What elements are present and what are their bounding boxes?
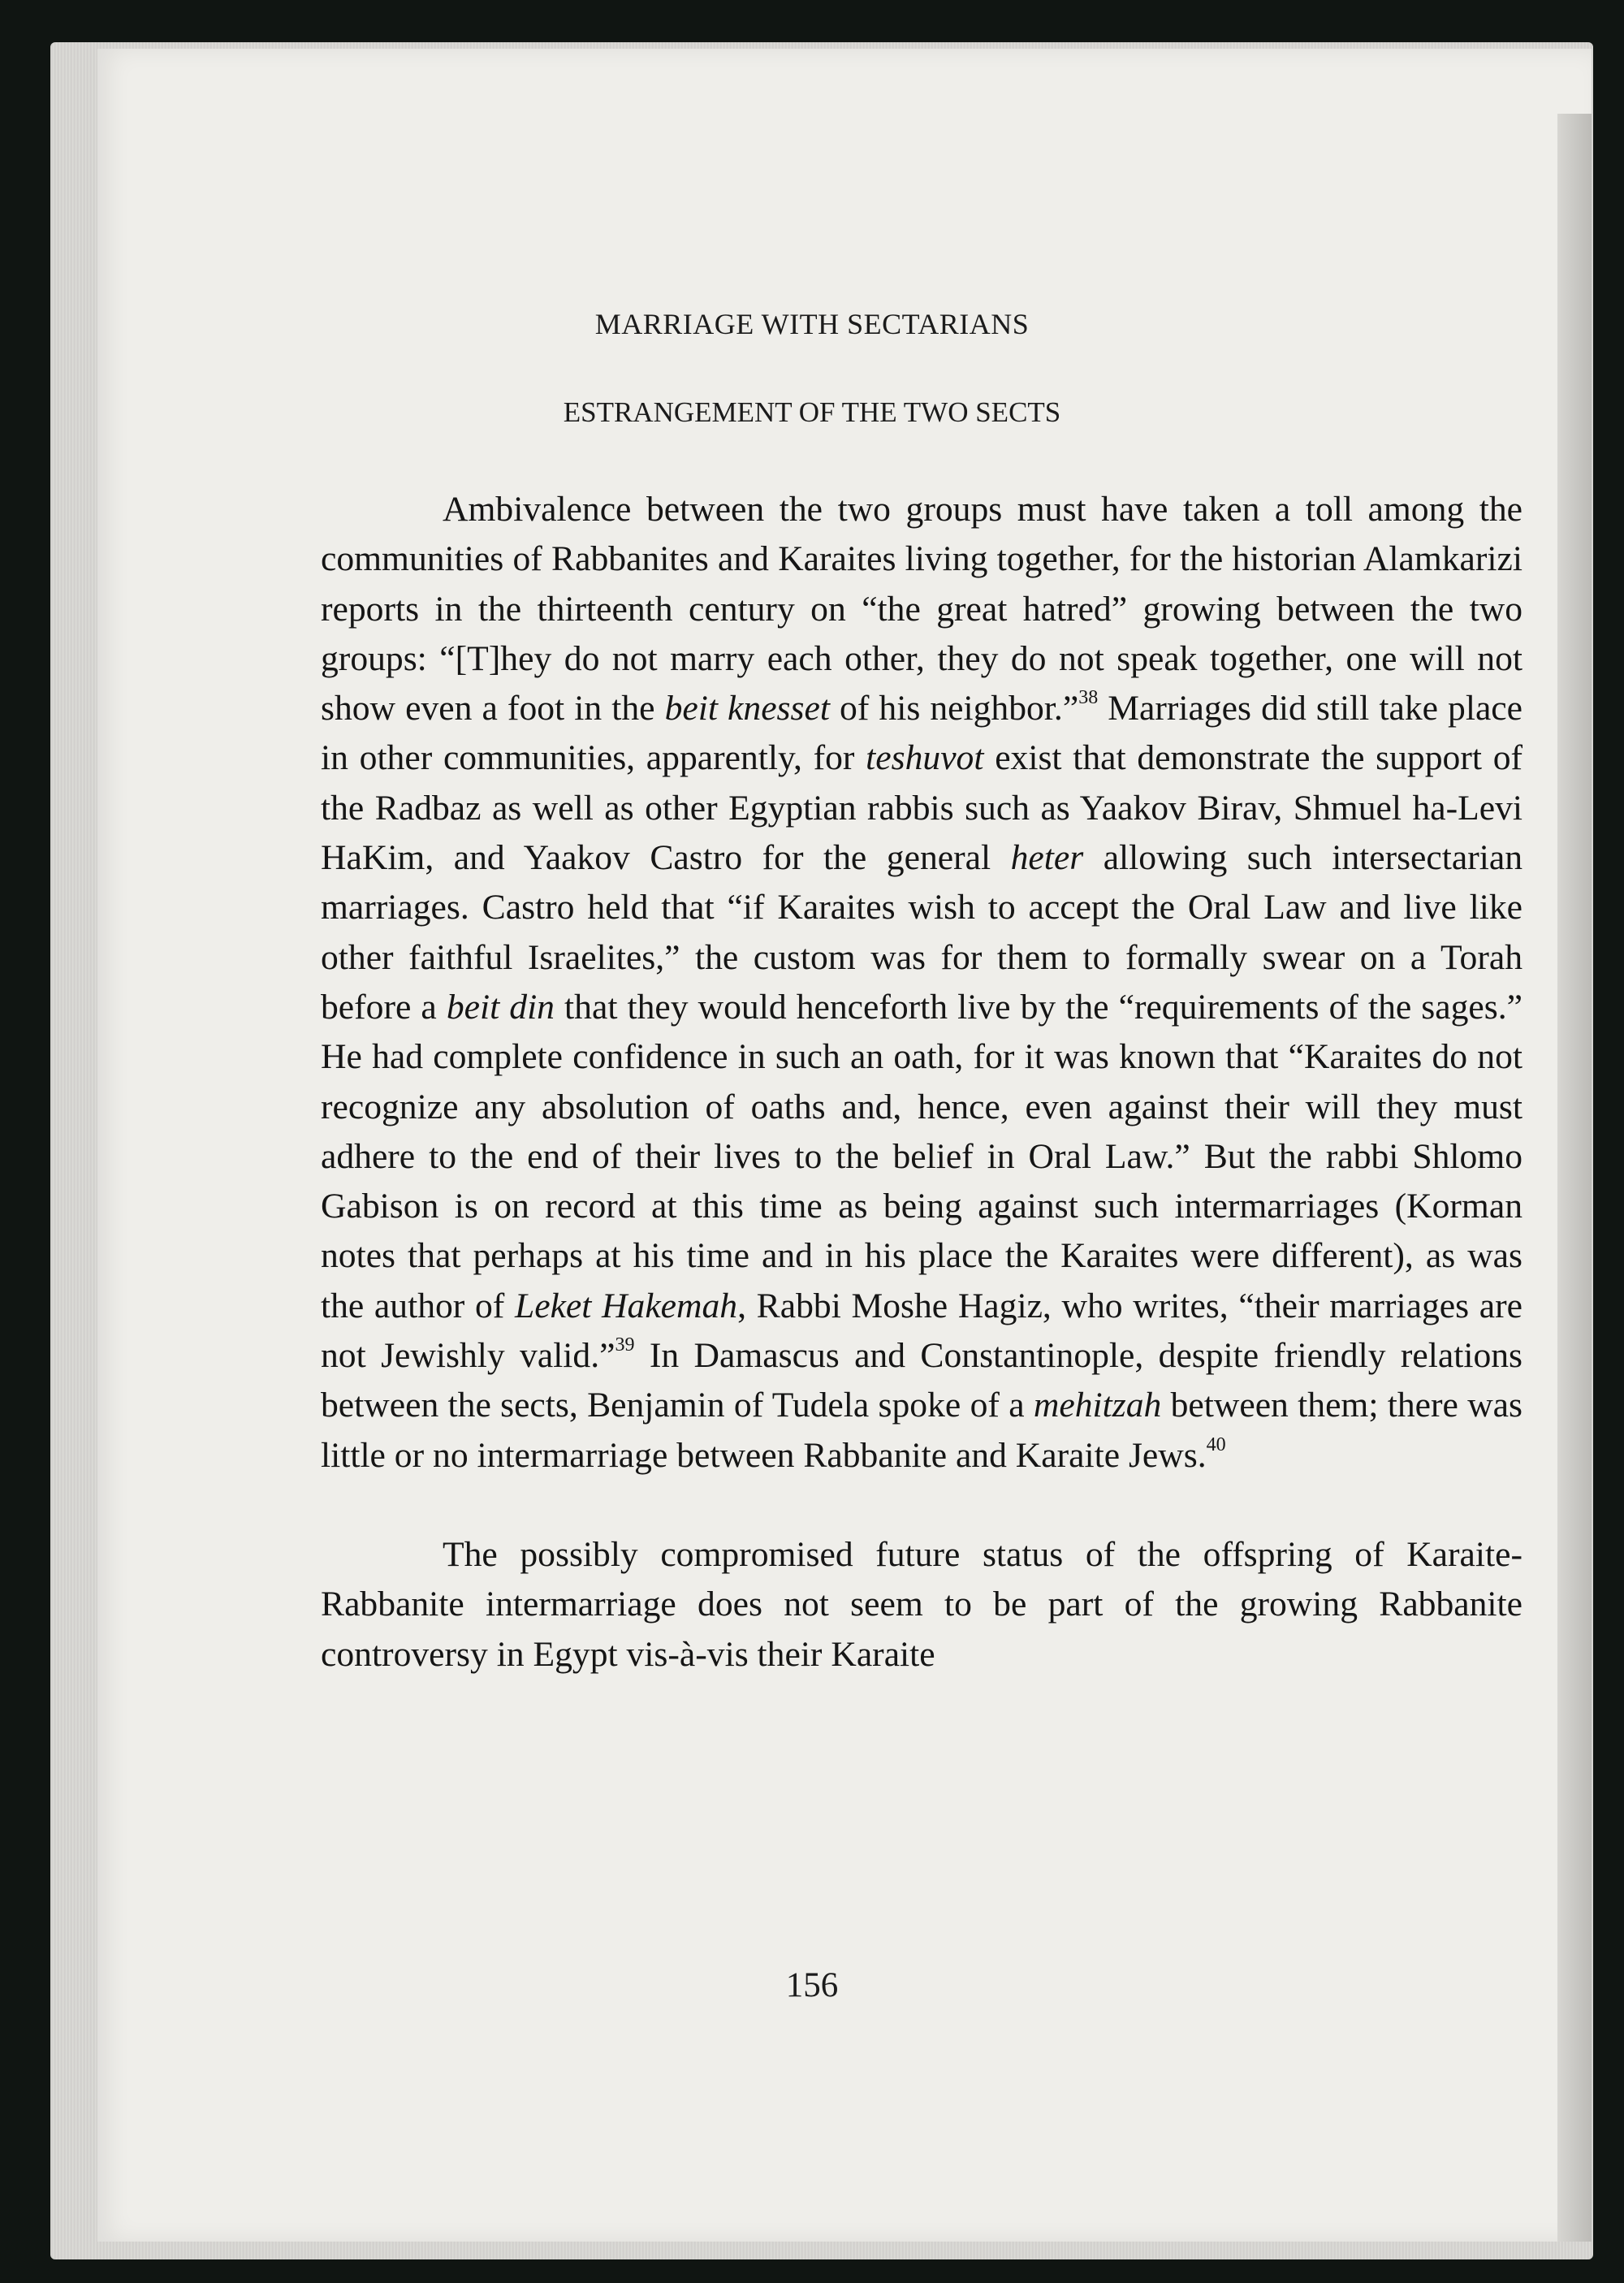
italic-term: mehitzah	[1033, 1386, 1162, 1425]
text-run: allowing such intersectarian marriages. Castro held that “if Karaites wish to accept the Oral Law and live like other faithful Israelites,” the custom was for them to formally swear on a Torah before a	[321, 838, 1522, 1027]
italic-term: beit knesset	[664, 689, 830, 729]
body-text	[321, 485, 1522, 1680]
italic-title: Leket Hakemah	[514, 1286, 738, 1325]
footnote-ref-40: 40	[1206, 1433, 1226, 1455]
italic-term: teshuvot	[866, 738, 984, 778]
page-number: 156	[785, 1966, 839, 2004]
paragraph-2: The possibly compromised future status of the offspring of Karaite-Rabbanite intermarriage does not seem to be part of the growing Rabbanite controversy in Egypt vis-à-vis their Karaite	[321, 1534, 1522, 1674]
page-right-edge	[1557, 114, 1592, 2242]
text-run: , Rabbi Moshe Hagiz, who writes, “their marriages are not Jewishly valid.”	[321, 1286, 1523, 1376]
text-run: Ambivalence between the two groups must have taken a toll among the communities of Rabbanites and Karaites living together, for the historian Alamkarizi reports in the thirteenth century on “the great hatred” growing between the two groups: “[T]hey do not marry each other, they do not speak together, one will not show even a foot in the	[321, 490, 1522, 729]
text-run: Marriages did still take place in other communities, apparently, for	[321, 689, 1523, 778]
text-run: that they would henceforth live by the “requirements of the sages.” He had complete confidence in such an oath, for it was known that “Karaites do not recognize any absolution of oaths and, hence, even against their will they must adhere to the end of their lives to the belief in Oral Law.” But the rabbi Shlomo Gabison is on record at this time as being against such intermarriages (Korman notes that perhaps at his time and in his place the Karaites were different), as was the author of	[321, 987, 1522, 1325]
footnote-ref-39: 39	[615, 1334, 635, 1356]
italic-term: heter	[1010, 838, 1084, 878]
section-heading: ESTRANGEMENT OF THE TWO SECTS	[563, 396, 1061, 428]
running-head: MARRIAGE WITH SECTARIANS	[594, 308, 1030, 340]
text-run: exist that demonstrate the support of the Radbaz as well as other Egyptian rabbis such as Yaakov Birav, Shmuel ha-Levi HaKim, and Yaakov Castro for the general	[321, 738, 1523, 878]
paragraph-1	[321, 485, 1522, 1481]
text-run: In Damascus and Constantinople, despite friendly relations between the sects, Benjamin of Tudela spoke of a	[321, 1336, 1522, 1425]
text-run: between them; there was little or no intermarriage between Rabbanite and Karaite Jews.	[321, 1386, 1522, 1475]
footnote-ref-38: 38	[1078, 687, 1099, 709]
text-run: of his neighbor.”	[829, 689, 1079, 729]
italic-term: beit din	[446, 987, 555, 1027]
